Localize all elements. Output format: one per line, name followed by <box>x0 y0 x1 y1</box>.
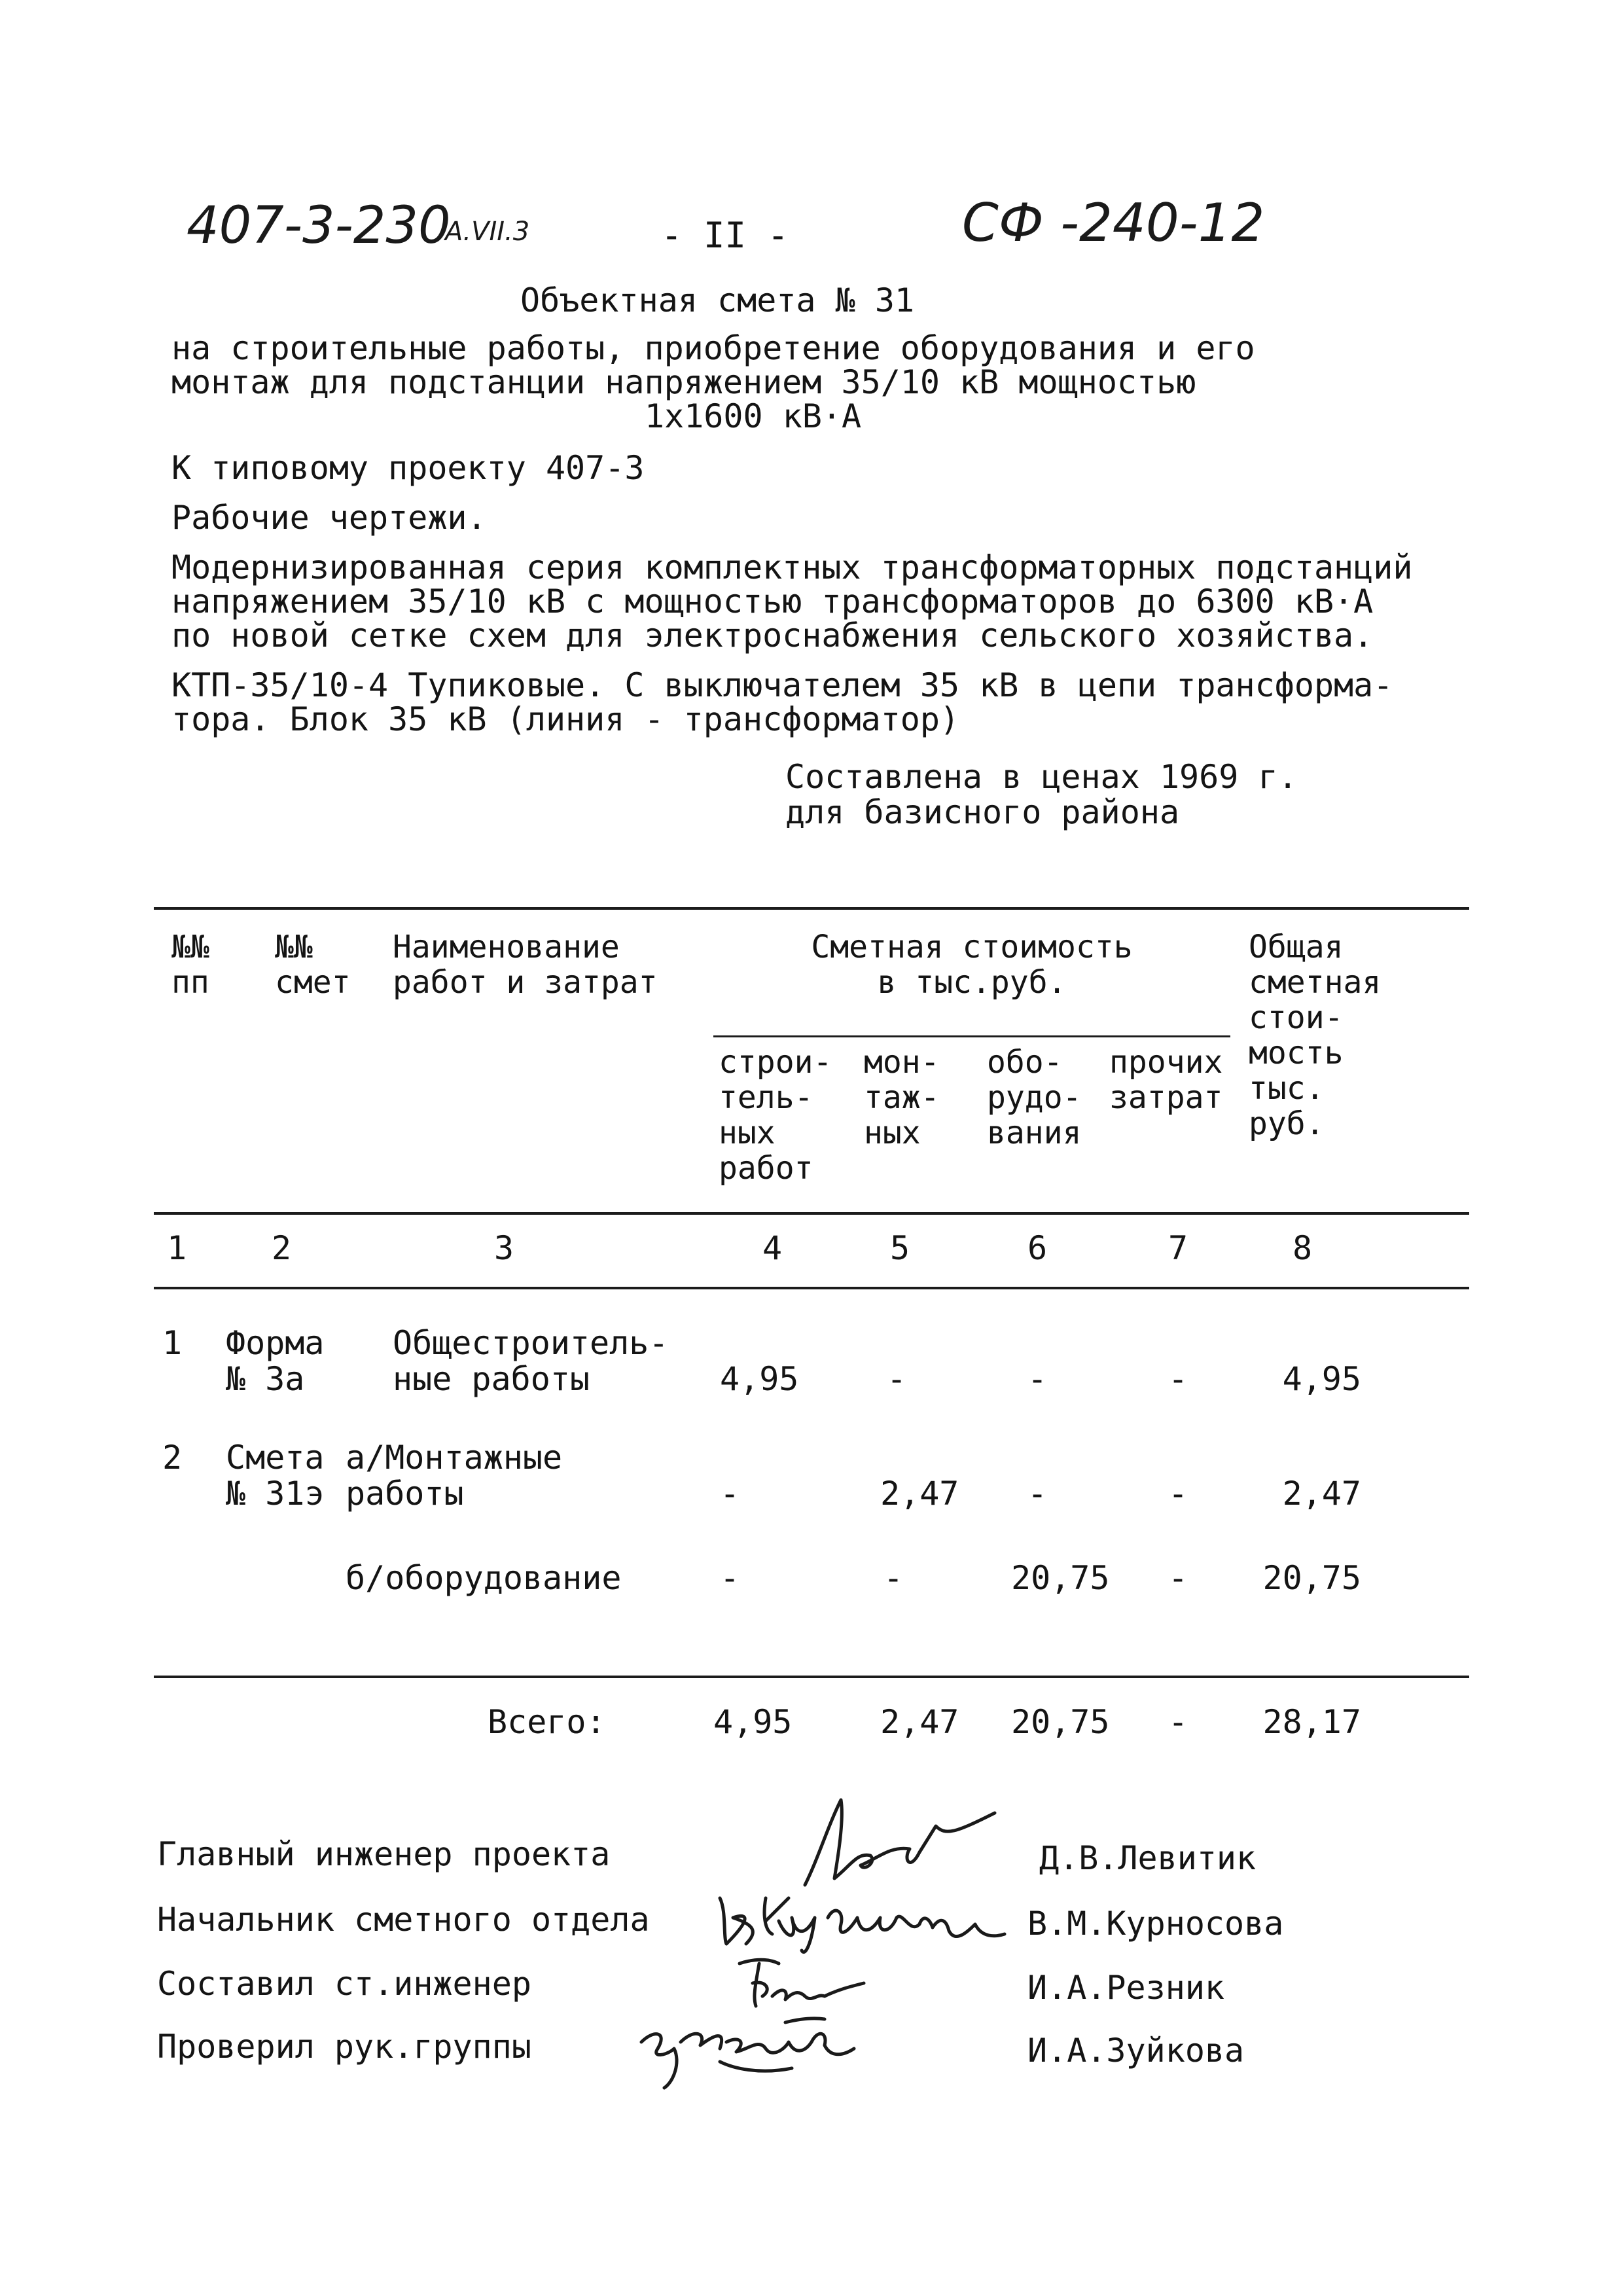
header-installation: мон- таж- ных <box>864 1044 940 1151</box>
prices-line-1: Составлена в ценах 1969 г. <box>785 758 1298 796</box>
column-number: 8 <box>1292 1229 1313 1267</box>
signature-name: Д.В.Левитик <box>1039 1839 1257 1877</box>
cell-construction: 4,95 <box>720 1360 799 1398</box>
drawings-label: Рабочие чертежи. <box>171 499 487 537</box>
cell-equipment: - <box>1027 1475 1048 1513</box>
signature-role: Составил ст.инженер <box>157 1965 531 2003</box>
row-reference: Форма № 3а <box>226 1324 325 1398</box>
total-rule <box>154 1676 1469 1678</box>
series-code: СФ -240-12 <box>962 192 1265 253</box>
signature-zuikova <box>628 2003 877 2094</box>
cell-construction: - <box>720 1475 740 1513</box>
signature-role: Начальник сметного отдела <box>157 1901 650 1939</box>
total-equipment: 20,75 <box>1011 1703 1110 1741</box>
header-bottom-rule <box>154 1212 1469 1215</box>
header-other: прочих затрат <box>1109 1044 1223 1116</box>
total-construction: 4,95 <box>713 1703 793 1741</box>
description-line-1: Модернизированная серия комплектных трансформаторных подстанций <box>171 548 1413 586</box>
row-number: 1 <box>162 1324 183 1362</box>
total-installation: 2,47 <box>880 1703 959 1741</box>
doc-code-suffix: А.VII.3 <box>445 217 530 247</box>
header-equipment: обо- рудо- вания <box>987 1044 1082 1151</box>
row-name: б/оборудование <box>346 1559 622 1597</box>
total-other: - <box>1168 1703 1188 1741</box>
header-row-number: №№ пп <box>171 929 209 1001</box>
column-number: 5 <box>889 1229 910 1267</box>
project-reference: К типовому проекту 407-3 <box>171 449 645 487</box>
signature-name: В.М.Курносова <box>1027 1905 1284 1943</box>
page-number: - II - <box>661 215 789 256</box>
row-reference: Смета № 31э <box>226 1439 325 1513</box>
cell-total: 2,47 <box>1282 1475 1361 1513</box>
column-number: 6 <box>1027 1229 1048 1267</box>
cell-equipment: 20,75 <box>1011 1559 1110 1597</box>
header-total-cost: Общая сметная стои- мость тыс. руб. <box>1249 929 1382 1142</box>
title-line-1: на строительные работы, приобретение оборудования и его <box>171 329 1255 367</box>
column-number: 7 <box>1168 1229 1188 1267</box>
total-grand: 28,17 <box>1262 1703 1361 1741</box>
column-number: 3 <box>493 1229 514 1267</box>
description-line-2: напряжением 35/10 кВ с мощностью трансформаторов до 6300 кВ·А <box>171 583 1374 620</box>
cell-equipment: - <box>1027 1360 1048 1398</box>
cell-installation: - <box>883 1559 904 1597</box>
header-construction: строи- тель- ных работ <box>719 1044 832 1187</box>
cell-installation: - <box>887 1360 907 1398</box>
cell-total: 20,75 <box>1262 1559 1361 1597</box>
row-name: а/Монтажные работы <box>346 1439 563 1513</box>
estimate-heading: Объектная смета № 31 <box>520 281 915 319</box>
column-number: 4 <box>762 1229 783 1267</box>
group-header-rule <box>713 1035 1230 1037</box>
signature-name: И.А.Зуйкова <box>1027 2032 1245 2070</box>
ktp-line-2: тора. Блок 35 кВ (линия - трансформатор) <box>171 700 960 738</box>
signature-kurnosova <box>707 1872 1008 1957</box>
doc-code: 407-3-230 <box>187 196 451 255</box>
prices-line-2: для базисного района <box>785 793 1180 831</box>
signature-role: Проверил рук.группы <box>157 2028 531 2066</box>
title-line-2: монтаж для подстанции напряжением 35/10 кВ мощностью <box>171 363 1196 401</box>
row-name: Общестроитель- ные работы <box>393 1324 669 1398</box>
description-line-3: по новой сетке схем для электроснабжения сельского хозяйства. <box>171 617 1374 655</box>
cell-total: 4,95 <box>1282 1360 1361 1398</box>
cell-construction: - <box>720 1559 740 1597</box>
cell-installation: 2,47 <box>880 1475 959 1513</box>
title-line-3: 1х1600 кВ·А <box>645 397 862 435</box>
header-cost-group: Сметная стоимость в тыс.руб. <box>811 929 1133 1001</box>
row-number: 2 <box>162 1439 183 1477</box>
total-label: Всего: <box>488 1703 606 1741</box>
signature-name: И.А.Резник <box>1027 1969 1225 2007</box>
ktp-line-1: КТП-35/10-4 Тупиковые. С выключателем 35 кВ в цепи трансформа- <box>171 666 1393 704</box>
signature-role: Главный инженер проекта <box>157 1835 611 1873</box>
column-number: 1 <box>166 1229 187 1267</box>
cell-other: - <box>1168 1559 1188 1597</box>
table-top-rule <box>154 907 1469 910</box>
cell-other: - <box>1168 1475 1188 1513</box>
header-estimate-number: №№ смет <box>275 929 351 1001</box>
cell-other: - <box>1168 1360 1188 1398</box>
header-work-name: Наименование работ и затрат <box>393 929 658 1001</box>
column-number: 2 <box>271 1229 292 1267</box>
column-numbers-rule <box>154 1287 1469 1289</box>
